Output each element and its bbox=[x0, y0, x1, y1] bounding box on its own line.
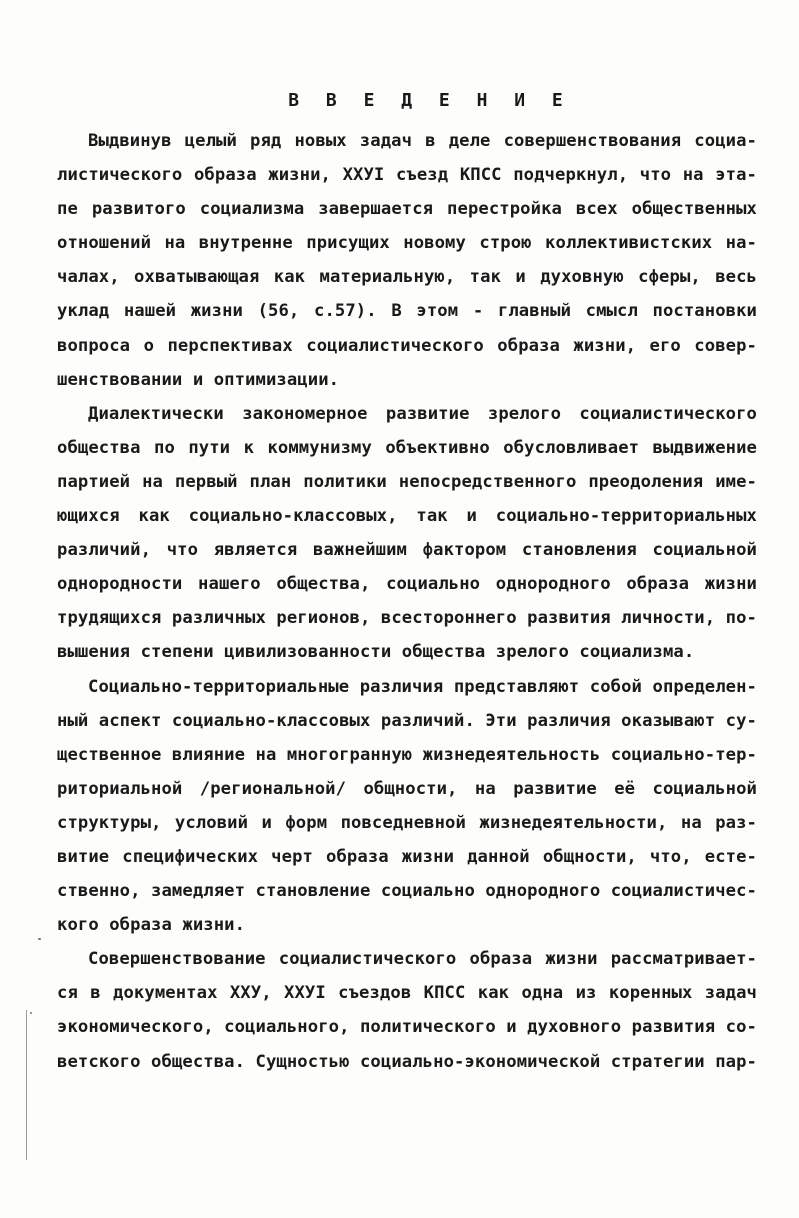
paragraph bbox=[57, 942, 757, 1078]
text-line: Социально-территориальные различия представляют собой определен- bbox=[88, 676, 757, 697]
paragraph bbox=[57, 397, 757, 670]
text-line: общества по пути к коммунизму объективно обусловливает выдвижение bbox=[57, 437, 757, 458]
text-line: Диалектически закономерное развитие зрелого социалистического bbox=[88, 403, 757, 424]
text-line: однородности нашего общества, социально однородного образа жизни bbox=[57, 574, 757, 595]
text-line: уклад нашей жизни (56, с.57). В этом - главный смысл постановки bbox=[57, 301, 757, 322]
text-line: вопроса о перспективах социалистического образа жизни, его совер- bbox=[57, 335, 757, 356]
text-line: листического образа жизни, ХХУI съезд КПСС подчеркнул, что на эта- bbox=[57, 165, 757, 186]
text-line: различий, что является важнейшим фактором становления социальной bbox=[57, 540, 757, 561]
paragraph bbox=[57, 124, 757, 397]
text-line: структуры, условий и форм повседневной жизнедеятельности, на раз- bbox=[57, 812, 757, 833]
text-line: кого образа жизни. bbox=[57, 915, 246, 936]
text-line: Совершенствование социалистического образа жизни рассматривает- bbox=[88, 949, 757, 970]
text-line: щественное влияние на многогранную жизнедеятельность социально-тер- bbox=[57, 744, 757, 765]
text-line: ющихся как социально-классовых, так и социально-территориальных bbox=[57, 506, 757, 527]
text-line: ветского общества. Сущностью социально-экономической стратегии пар- bbox=[57, 1051, 757, 1072]
text-line: пе развитого социализма завершается перестройка всех общественных bbox=[57, 199, 757, 220]
text-line: вышения степени цивилизованности общества зрелого социализма. bbox=[57, 642, 695, 663]
scan-speck bbox=[38, 938, 41, 940]
text-line: ный аспект социально-классовых различий. Эти различия оказывают су- bbox=[57, 710, 757, 731]
text-line: витие специфических черт образа жизни данной общности, что, есте- bbox=[57, 846, 757, 867]
paragraph bbox=[57, 670, 757, 943]
text-line: Выдвинув целый ряд новых задач в деле совершенствования социа- bbox=[88, 131, 757, 151]
text-line: чалах, охватывающая как материальную, так и духовную сферы, весь bbox=[57, 267, 757, 288]
text-line: ственно, замедляет становление социально однородного социалистичес- bbox=[57, 881, 757, 902]
text-line: трудящихся различных регионов, всестороннего развития личности, по- bbox=[57, 608, 757, 629]
text-line: риториальной /региональной/ общности, на развитие её социальной bbox=[57, 778, 757, 799]
margin-rule bbox=[26, 1010, 27, 1160]
text-line: отношений на внутренне присущих новому строю коллективистских на- bbox=[57, 233, 757, 254]
text-line: шенствовании и оптимизации. bbox=[57, 369, 340, 390]
text-line: экономического, социального, политического и духовного развития со- bbox=[57, 1017, 757, 1038]
scan-speck bbox=[30, 1012, 32, 1014]
text-line: партией на первый план политики непосредственного преодоления име- bbox=[57, 471, 757, 492]
body-text bbox=[57, 124, 757, 1079]
page-title: В В Е Д Е Н И Е bbox=[288, 90, 571, 111]
text-line: ся в документах ХХУ, ХХУI съездов КПСС как одна из коренных задач bbox=[57, 983, 757, 1004]
